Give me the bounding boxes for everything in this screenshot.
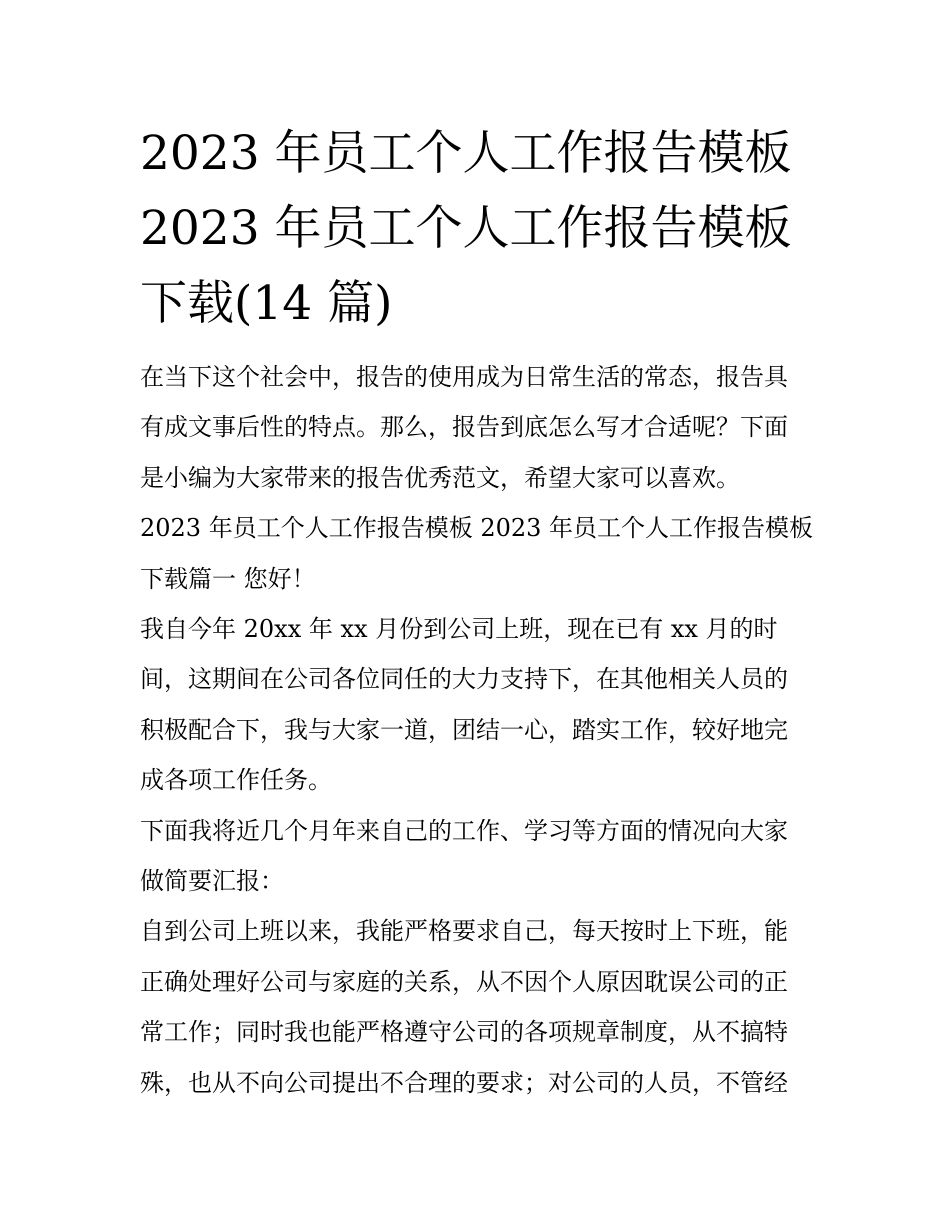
body-line: 正确处理好公司与家庭的关系，从不因个人原因耽误公司的正 [140,967,788,996]
body-line: 2023 年员工个人工作报告模板 2023 年员工个人工作报告模板 [140,514,814,543]
body-line: 间，这期间在公司各位同任的大力支持下，在其他相关人员的 [140,665,788,694]
body-line: 是小编为大家带来的报告优秀范文，希望大家可以喜欢。 [140,463,740,492]
body-line: 常工作；同时我也能严格遵守公司的各项规章制度，从不搞特 [140,1018,788,1047]
body-line: 积极配合下，我与大家一道，团结一心，踏实工作，较好地完 [140,715,788,744]
body-line: 有成文事后性的特点。那么，报告到底怎么写才合适呢？下面 [140,413,788,442]
title-line: 下载(14 篇) [140,276,393,331]
body-line: 在当下这个社会中，报告的使用成为日常生活的常态，报告具 [140,363,788,391]
body-line: 做简要汇报： [140,867,284,896]
title-line: 2023 年员工个人工作报告模板 [140,201,792,256]
body-line: 成各项工作任务。 [140,766,332,795]
body-line: 殊，也从不向公司提出不合理的要求；对公司的人员，不管经 [140,1068,788,1097]
body-line: 我自今年 20xx 年 xx 月份到公司上班，现在已有 xx 月的时 [140,615,778,644]
body-line: 下面我将近几个月年来自己的工作、学习等方面的情况向大家 [140,816,788,845]
title-line: 2023 年员工个人工作报告模板 [140,126,792,181]
document-title [140,116,820,341]
body-line: 自到公司上班以来，我能严格要求自己，每天按时上下班，能 [140,917,788,946]
document-body [140,352,830,1108]
body-line: 下载篇一 您好！ [140,564,316,593]
